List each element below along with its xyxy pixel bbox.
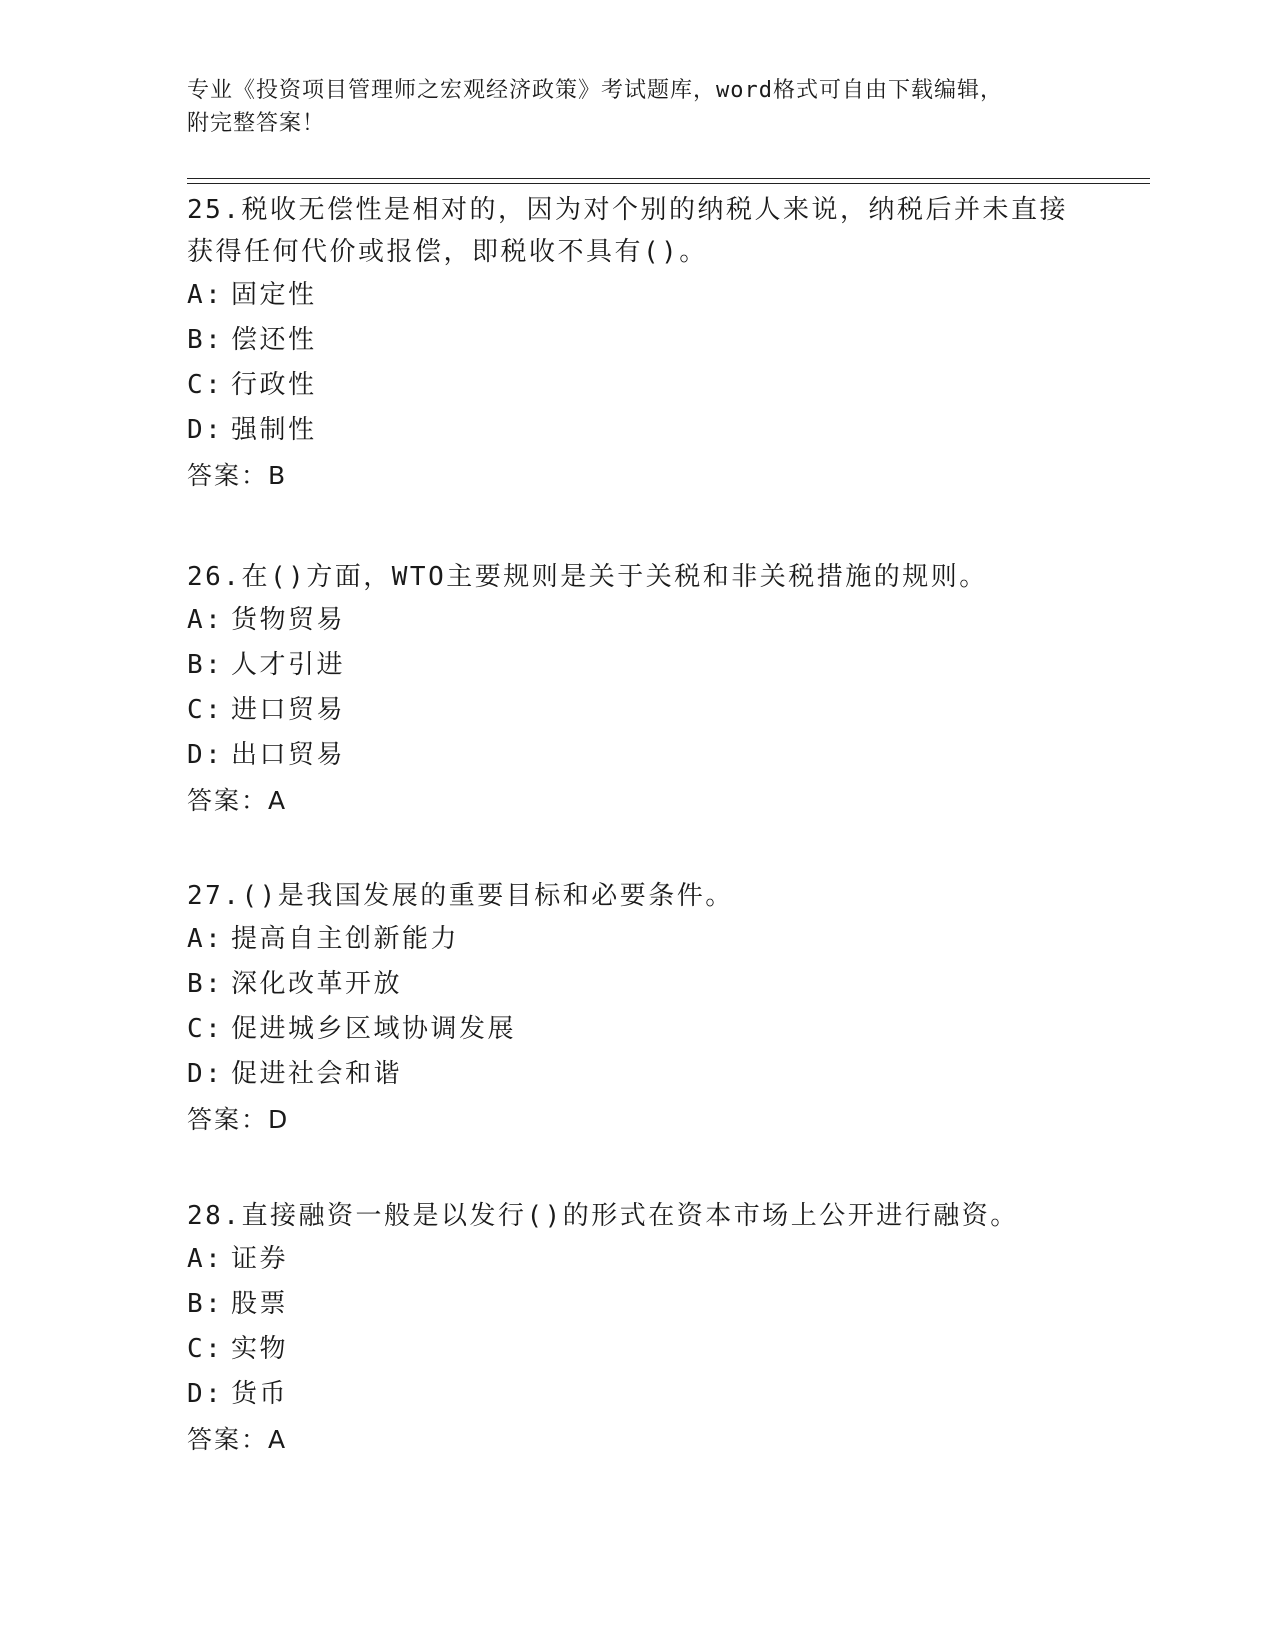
option-letter: A: — [187, 1244, 224, 1274]
header-divider-top — [187, 178, 1150, 179]
option-d — [187, 1372, 1087, 1417]
option-a — [187, 598, 1087, 643]
document-header — [187, 74, 1067, 140]
option-a — [187, 917, 1087, 962]
question-28 — [187, 1195, 1087, 1462]
option-c — [187, 1007, 1087, 1052]
answer-line: 答案：B — [187, 461, 288, 490]
option-a — [187, 273, 1087, 318]
option-text: 货币 — [231, 1379, 289, 1409]
option-letter: B: — [187, 325, 224, 355]
answer-line: 答案：A — [187, 1425, 288, 1454]
question-stem — [187, 1195, 1087, 1237]
option-text: 实物 — [231, 1334, 289, 1364]
option-c — [187, 363, 1087, 408]
option-letter: D: — [187, 740, 224, 770]
option-text: 股票 — [231, 1289, 289, 1319]
header-divider-bottom — [187, 183, 1150, 184]
question-stem-line-2: 获得任何代价或报偿，即税收不具有()。 — [187, 237, 708, 267]
question-stem-line-1: 26.在()方面，WTO主要规则是关于关税和非关税措施的规则。 — [187, 562, 988, 592]
option-letter: C: — [187, 695, 224, 725]
option-text: 货物贸易 — [231, 605, 346, 635]
option-letter: C: — [187, 1014, 224, 1044]
option-letter: A: — [187, 280, 224, 310]
option-c — [187, 688, 1087, 733]
option-letter: D: — [187, 1379, 224, 1409]
option-letter: A: — [187, 924, 224, 954]
option-text: 证券 — [231, 1244, 289, 1274]
option-text: 出口贸易 — [231, 740, 346, 770]
option-letter: D: — [187, 415, 224, 445]
answer-line: 答案：D — [187, 1105, 290, 1134]
question-stem-line-1: 25.税收无偿性是相对的，因为对个别的纳税人来说，纳税后并未直接 — [187, 195, 1068, 225]
option-letter: B: — [187, 1289, 224, 1319]
header-line-2: 附完整答案！ — [187, 111, 326, 136]
option-text: 行政性 — [231, 370, 317, 400]
option-d — [187, 408, 1087, 453]
option-letter: C: — [187, 1334, 224, 1364]
option-b — [187, 318, 1087, 363]
option-text: 促进城乡区域协调发展 — [231, 1014, 517, 1044]
option-b — [187, 1282, 1087, 1327]
question-25 — [187, 189, 1087, 498]
question-27 — [187, 875, 1087, 1142]
option-d — [187, 733, 1087, 778]
question-stem-line-1: 27.()是我国发展的重要目标和必要条件。 — [187, 881, 734, 911]
option-text: 深化改革开放 — [231, 969, 403, 999]
option-text: 固定性 — [231, 280, 317, 310]
option-b — [187, 962, 1087, 1007]
header-line-1: 专业《投资项目管理师之宏观经济政策》考试题库，word格式可自由下载编辑， — [187, 78, 1003, 103]
option-a — [187, 1237, 1087, 1282]
question-stem — [187, 556, 1087, 598]
question-stem — [187, 189, 1087, 273]
question-stem — [187, 875, 1087, 917]
question-stem-line-1: 28.直接融资一般是以发行()的形式在资本市场上公开进行融资。 — [187, 1201, 1019, 1231]
question-26 — [187, 556, 1087, 823]
answer-line: 答案：A — [187, 786, 288, 815]
option-text: 强制性 — [231, 415, 317, 445]
option-text: 进口贸易 — [231, 695, 346, 725]
option-letter: A: — [187, 605, 224, 635]
option-text: 人才引进 — [231, 650, 346, 680]
option-text: 偿还性 — [231, 325, 317, 355]
option-c — [187, 1327, 1087, 1372]
option-text: 提高自主创新能力 — [231, 924, 460, 954]
option-letter: B: — [187, 969, 224, 999]
option-letter: D: — [187, 1059, 224, 1089]
option-text: 促进社会和谐 — [231, 1059, 403, 1089]
option-d — [187, 1052, 1087, 1097]
option-letter: B: — [187, 650, 224, 680]
option-letter: C: — [187, 370, 224, 400]
option-b — [187, 643, 1087, 688]
